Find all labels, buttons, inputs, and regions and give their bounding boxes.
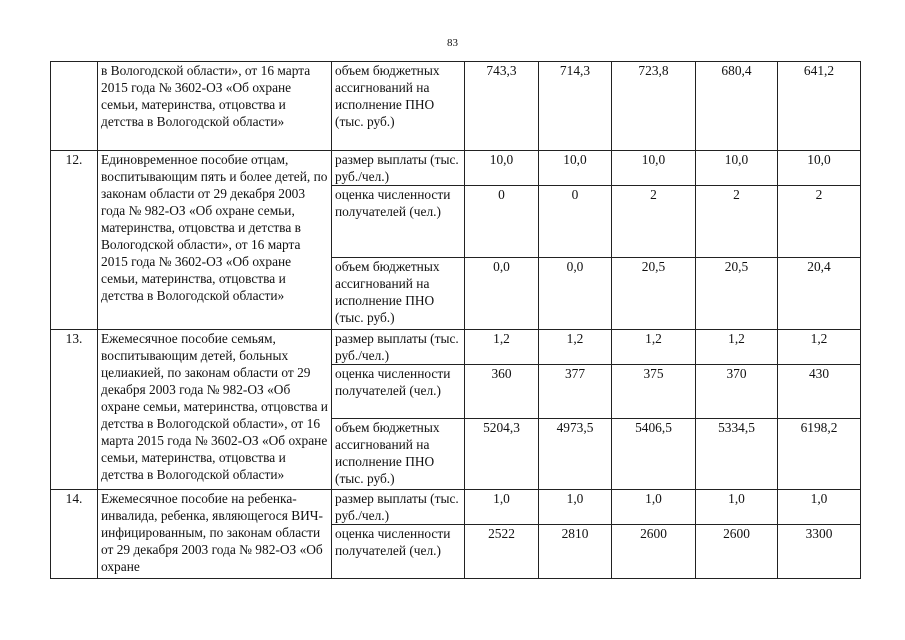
value-cell: 2: [612, 186, 696, 258]
value-cell: 20,5: [612, 258, 696, 330]
value-cell: 1,2: [612, 330, 696, 365]
table-row: [51, 330, 861, 365]
value-cell: 375: [612, 365, 696, 419]
value-cell: 1,2: [696, 330, 778, 365]
value-cell: 1,0: [612, 490, 696, 525]
page-number: 83: [447, 37, 458, 49]
value-cell: 723,8: [612, 62, 696, 151]
indicator-label: размер выплаты (тыс. руб./чел.): [332, 330, 465, 365]
value-cell: 2810: [539, 525, 612, 579]
value-cell: 430: [778, 365, 861, 419]
value-cell: 2522: [465, 525, 539, 579]
row-number: 13.: [51, 330, 98, 490]
value-cell: 1,0: [778, 490, 861, 525]
table-row: [51, 62, 861, 151]
value-cell: 1,2: [539, 330, 612, 365]
value-cell: 20,5: [696, 258, 778, 330]
value-cell: 0: [465, 186, 539, 258]
value-cell: 714,3: [539, 62, 612, 151]
value-cell: 1,2: [778, 330, 861, 365]
table-row: [51, 151, 861, 186]
value-cell: 370: [696, 365, 778, 419]
benefit-name: Ежемесячное пособие на ребенка-инвалида, ребенка, являющегося ВИЧ-инфицированным, по законам области от 29 декабря 2003 года № 982-ОЗ «Об охране: [98, 490, 332, 579]
indicator-label: объем бюджетных ассигнований на исполнение ПНО (тыс. руб.): [332, 419, 465, 490]
table-body: [51, 62, 861, 579]
benefit-name: Ежемесячное пособие семьям, воспитывающим детей, больных целиакией, по законам области от 29 декабря 2003 года № 982-ОЗ «Об охране семьи, материнства, отцовства и детства в Вологодской области», от 16 марта 2015 года № 3602-ОЗ «Об охране семьи, материнства, отцовства и детства в Вологодской области»: [98, 330, 332, 490]
value-cell: 0,0: [539, 258, 612, 330]
value-cell: 5204,3: [465, 419, 539, 490]
benefit-name: Единовременное пособие отцам, воспитывающим пять и более детей, по законам области от 29 декабря 2003 года № 982-ОЗ «Об охране семьи, материнства, отцовства и детства в Вологодской области», от 16 марта 2015 года № 3602-ОЗ «Об охране семьи, материнства, отцовства и детства в Вологодской области»: [98, 151, 332, 330]
value-cell: 10,0: [465, 151, 539, 186]
value-cell: 5334,5: [696, 419, 778, 490]
indicator-label: оценка численности получателей (чел.): [332, 365, 465, 419]
value-cell: 1,0: [539, 490, 612, 525]
indicator-label: объем бюджетных ассигнований на исполнение ПНО (тыс. руб.): [332, 258, 465, 330]
value-cell: 1,0: [696, 490, 778, 525]
row-number: 12.: [51, 151, 98, 330]
value-cell: 10,0: [696, 151, 778, 186]
value-cell: 5406,5: [612, 419, 696, 490]
value-cell: 641,2: [778, 62, 861, 151]
row-number: [51, 62, 98, 151]
value-cell: 2: [778, 186, 861, 258]
table-row: [51, 490, 861, 525]
value-cell: 6198,2: [778, 419, 861, 490]
indicator-label: объем бюджетных ассигнований на исполнение ПНО (тыс. руб.): [332, 62, 465, 151]
value-cell: 680,4: [696, 62, 778, 151]
value-cell: 2600: [612, 525, 696, 579]
indicator-label: размер выплаты (тыс. руб./чел.): [332, 151, 465, 186]
value-cell: 0: [539, 186, 612, 258]
value-cell: 2600: [696, 525, 778, 579]
indicator-label: оценка численности получателей (чел.): [332, 186, 465, 258]
value-cell: 0,0: [465, 258, 539, 330]
value-cell: 360: [465, 365, 539, 419]
row-number: 14.: [51, 490, 98, 579]
value-cell: 10,0: [778, 151, 861, 186]
value-cell: 10,0: [612, 151, 696, 186]
value-cell: 20,4: [778, 258, 861, 330]
indicator-label: размер выплаты (тыс. руб./чел.): [332, 490, 465, 525]
value-cell: 4973,5: [539, 419, 612, 490]
value-cell: 10,0: [539, 151, 612, 186]
value-cell: 2: [696, 186, 778, 258]
benefit-name: в Вологодской области», от 16 марта 2015 года № 3602-ОЗ «Об охране семьи, материнства, отцовства и детства в Вологодской области»: [98, 62, 332, 151]
value-cell: 743,3: [465, 62, 539, 151]
indicator-label: оценка численности получателей (чел.): [332, 525, 465, 579]
benefits-table: [50, 61, 861, 579]
value-cell: 1,0: [465, 490, 539, 525]
value-cell: 1,2: [465, 330, 539, 365]
value-cell: 3300: [778, 525, 861, 579]
value-cell: 377: [539, 365, 612, 419]
